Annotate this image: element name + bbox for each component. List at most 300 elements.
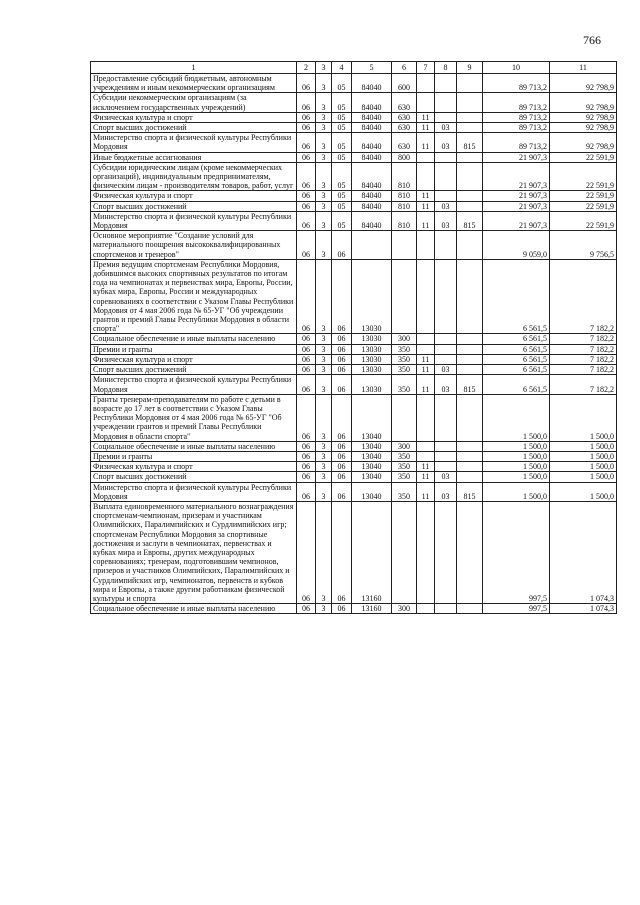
- cell-code: 13040: [352, 441, 392, 451]
- cell-amount: 6 561,5: [483, 365, 550, 375]
- cell-code: 05: [332, 211, 352, 230]
- cell-description: Физическая культура и спорт: [91, 462, 297, 472]
- cell-code: 06: [332, 482, 352, 501]
- cell-code: 3: [316, 482, 332, 501]
- cell-code: 13160: [352, 604, 392, 614]
- cell-code: 630: [392, 123, 417, 133]
- cell-code: [457, 472, 483, 482]
- cell-description: Социальное обеспечение и иные выплаты населению: [91, 334, 297, 344]
- cell-amount: 92 798,9: [550, 123, 617, 133]
- table-row: [91, 344, 617, 354]
- cell-code: 06: [332, 334, 352, 344]
- cell-amount: 1 500,0: [550, 451, 617, 461]
- cell-code: [457, 501, 483, 603]
- cell-code: [417, 344, 435, 354]
- cell-code: [435, 231, 457, 260]
- cell-code: 3: [316, 472, 332, 482]
- cell-code: 815: [457, 211, 483, 230]
- cell-description: Спорт высших достижений: [91, 123, 297, 133]
- cell-amount: 1 500,0: [550, 472, 617, 482]
- cell-code: 13030: [352, 354, 392, 364]
- table-row: [91, 334, 617, 344]
- cell-amount: 89 713,2: [483, 112, 550, 122]
- cell-code: 630: [392, 112, 417, 122]
- cell-code: 3: [316, 191, 332, 201]
- cell-code: 3: [316, 201, 332, 211]
- cell-code: [435, 74, 457, 93]
- cell-code: [417, 334, 435, 344]
- cell-code: 06: [332, 604, 352, 614]
- cell-code: 810: [392, 201, 417, 211]
- cell-amount: 22 591,9: [550, 211, 617, 230]
- cell-description: Выплата единовременного материального вознаграждения спортсменам-чемпионам, призерам и участникам Олимпийских, Паралимпийских и Сурдлимпийских игр; спортсменам Республики Мордовия за спортивные достижения и заслуги в чемпионатах, первенствах и кубках мира и Европы, других международных соревнованиях; тренерам, подготовившим чемпионов, призеров и участников Олимпийских, Паралимпийских и Сурдлимпийских игр, чемпионатов, первенств и кубков мира и Европы, а также другим работникам физической культуры и спорта: [91, 501, 297, 603]
- cell-code: [457, 259, 483, 334]
- cell-code: 13030: [352, 334, 392, 344]
- cell-code: 06: [332, 354, 352, 364]
- cell-description: Премия ведущим спортсменам Республики Мордовия, добившимся высоких спортивных результатов по итогам года на чемпионатах и первенствах мира, Европы, России, кубках мира, Европы, России и международных соревнованиях в соответствии с Указом Главы Республики Мордовия от 4 мая 2006 года № 65-УГ "Об учреждении грантов и премий Главы Республики Мордовия в области спорта": [91, 259, 297, 334]
- cell-code: 05: [332, 162, 352, 191]
- cell-code: 13030: [352, 365, 392, 375]
- cell-code: [457, 451, 483, 461]
- cell-code: [435, 191, 457, 201]
- cell-code: 11: [417, 191, 435, 201]
- cell-amount: 89 713,2: [483, 133, 550, 152]
- cell-amount: 89 713,2: [483, 123, 550, 133]
- cell-code: 06: [332, 259, 352, 334]
- cell-code: [457, 334, 483, 344]
- table-row: [91, 93, 617, 112]
- cell-code: 3: [316, 123, 332, 133]
- cell-description: Спорт высших достижений: [91, 365, 297, 375]
- column-header: 9: [457, 62, 483, 74]
- column-header: 7: [417, 62, 435, 74]
- column-header: 3: [316, 62, 332, 74]
- table-row: [91, 472, 617, 482]
- cell-code: 11: [417, 482, 435, 501]
- cell-amount: 92 798,9: [550, 93, 617, 112]
- cell-description: Премии и гранты: [91, 344, 297, 354]
- cell-code: 06: [297, 162, 316, 191]
- table-row: [91, 482, 617, 501]
- cell-amount: 7 182,2: [550, 375, 617, 394]
- cell-code: [392, 394, 417, 441]
- table-row: [91, 133, 617, 152]
- cell-code: 3: [316, 501, 332, 603]
- column-header: 6: [392, 62, 417, 74]
- cell-code: 11: [417, 211, 435, 230]
- cell-description: Иные бюджетные ассигнования: [91, 152, 297, 162]
- cell-code: 06: [332, 451, 352, 461]
- cell-code: [457, 93, 483, 112]
- cell-description: Министерство спорта и физической культуры Республики Мордовия: [91, 133, 297, 152]
- table-row: [91, 604, 617, 614]
- table-row: [91, 162, 617, 191]
- cell-amount: 6 561,5: [483, 259, 550, 334]
- cell-code: [417, 231, 435, 260]
- cell-code: [417, 259, 435, 334]
- cell-code: 05: [332, 133, 352, 152]
- cell-amount: 1 500,0: [550, 462, 617, 472]
- cell-code: 11: [417, 462, 435, 472]
- cell-amount: 1 500,0: [483, 441, 550, 451]
- cell-code: 06: [297, 201, 316, 211]
- cell-code: 03: [435, 375, 457, 394]
- cell-code: 84040: [352, 152, 392, 162]
- cell-amount: 1 500,0: [483, 472, 550, 482]
- cell-code: 84040: [352, 211, 392, 230]
- cell-code: 06: [297, 354, 316, 364]
- cell-code: 05: [332, 93, 352, 112]
- cell-code: 3: [316, 152, 332, 162]
- cell-code: 06: [297, 344, 316, 354]
- cell-code: [392, 259, 417, 334]
- cell-code: 06: [332, 365, 352, 375]
- cell-code: 05: [332, 201, 352, 211]
- cell-code: [417, 604, 435, 614]
- cell-code: 06: [297, 365, 316, 375]
- budget-table: [90, 61, 617, 614]
- cell-amount: 92 798,9: [550, 112, 617, 122]
- cell-amount: 6 561,5: [483, 334, 550, 344]
- cell-amount: 7 182,2: [550, 354, 617, 364]
- cell-code: 84040: [352, 74, 392, 93]
- table-body: [91, 74, 617, 614]
- cell-code: 3: [316, 334, 332, 344]
- cell-code: 13030: [352, 259, 392, 334]
- cell-code: 810: [392, 162, 417, 191]
- cell-code: 11: [417, 123, 435, 133]
- cell-code: 06: [332, 441, 352, 451]
- cell-description: Основное мероприятие "Создание условий для материального поощрения высококвалифицированных спортсменов и тренеров": [91, 231, 297, 260]
- cell-code: 815: [457, 375, 483, 394]
- cell-code: 3: [316, 365, 332, 375]
- cell-code: 05: [332, 152, 352, 162]
- page-number: 766: [583, 33, 601, 47]
- cell-amount: 7 182,2: [550, 365, 617, 375]
- table-row: [91, 501, 617, 603]
- cell-code: 84040: [352, 93, 392, 112]
- cell-code: 3: [316, 451, 332, 461]
- cell-code: 06: [297, 604, 316, 614]
- cell-amount: 1 500,0: [550, 482, 617, 501]
- cell-code: 300: [392, 334, 417, 344]
- cell-code: [392, 231, 417, 260]
- cell-code: [417, 501, 435, 603]
- cell-code: 13040: [352, 451, 392, 461]
- cell-code: [435, 93, 457, 112]
- cell-code: [435, 441, 457, 451]
- cell-description: Субсидии некоммерческим организациям (за исключением государственных учреждений): [91, 93, 297, 112]
- cell-code: 06: [332, 375, 352, 394]
- cell-code: [435, 112, 457, 122]
- cell-amount: 92 798,9: [550, 74, 617, 93]
- table-row: [91, 231, 617, 260]
- cell-code: [417, 93, 435, 112]
- cell-code: [457, 365, 483, 375]
- cell-amount: 997,5: [483, 501, 550, 603]
- cell-code: [457, 152, 483, 162]
- cell-code: [435, 451, 457, 461]
- cell-code: 630: [392, 133, 417, 152]
- cell-code: 06: [297, 191, 316, 201]
- column-header: 5: [352, 62, 392, 74]
- cell-code: [392, 501, 417, 603]
- column-header: 10: [483, 62, 550, 74]
- cell-code: 3: [316, 162, 332, 191]
- cell-code: 06: [297, 472, 316, 482]
- cell-amount: 997,5: [483, 604, 550, 614]
- cell-code: 06: [332, 462, 352, 472]
- cell-code: [417, 162, 435, 191]
- cell-code: [457, 354, 483, 364]
- cell-description: Социальное обеспечение и иные выплаты населению: [91, 604, 297, 614]
- cell-code: 06: [297, 462, 316, 472]
- cell-code: 05: [332, 112, 352, 122]
- cell-description: Субсидии юридическим лицам (кроме некоммерческих организаций), индивидуальным предпринимателям, физическим лицам - производителям товаров, работ, услуг: [91, 162, 297, 191]
- cell-code: 815: [457, 133, 483, 152]
- cell-amount: 1 074,3: [550, 501, 617, 603]
- column-header: 4: [332, 62, 352, 74]
- cell-code: 3: [316, 259, 332, 334]
- cell-amount: 7 182,2: [550, 334, 617, 344]
- cell-code: 13030: [352, 344, 392, 354]
- column-header: 8: [435, 62, 457, 74]
- cell-code: [457, 112, 483, 122]
- table-row: [91, 441, 617, 451]
- cell-amount: 6 561,5: [483, 344, 550, 354]
- cell-code: [457, 344, 483, 354]
- cell-code: 06: [297, 152, 316, 162]
- cell-code: [417, 394, 435, 441]
- cell-code: 06: [297, 501, 316, 603]
- cell-code: 05: [332, 191, 352, 201]
- cell-code: 06: [297, 211, 316, 230]
- cell-description: Министерство спорта и физической культуры Республики Мордовия: [91, 482, 297, 501]
- cell-code: 05: [332, 123, 352, 133]
- cell-code: 630: [392, 93, 417, 112]
- cell-code: [435, 501, 457, 603]
- cell-code: 3: [316, 394, 332, 441]
- cell-code: 06: [297, 123, 316, 133]
- cell-code: [435, 354, 457, 364]
- cell-code: 84040: [352, 123, 392, 133]
- cell-code: 11: [417, 112, 435, 122]
- cell-amount: 89 713,2: [483, 93, 550, 112]
- table-row: [91, 354, 617, 364]
- cell-code: 3: [316, 375, 332, 394]
- cell-code: 03: [435, 365, 457, 375]
- cell-code: 84040: [352, 162, 392, 191]
- cell-code: [457, 231, 483, 260]
- cell-code: 810: [392, 211, 417, 230]
- cell-code: 3: [316, 462, 332, 472]
- cell-amount: 21 907,3: [483, 162, 550, 191]
- cell-amount: 9 059,0: [483, 231, 550, 260]
- cell-code: [435, 604, 457, 614]
- cell-description: Физическая культура и спорт: [91, 112, 297, 122]
- cell-code: 06: [332, 472, 352, 482]
- cell-code: 3: [316, 133, 332, 152]
- column-header: 1: [91, 62, 297, 74]
- cell-code: [457, 462, 483, 472]
- cell-code: 05: [332, 74, 352, 93]
- cell-code: 06: [332, 501, 352, 603]
- cell-code: 350: [392, 375, 417, 394]
- cell-code: 3: [316, 112, 332, 122]
- cell-code: 810: [392, 191, 417, 201]
- cell-code: 84040: [352, 201, 392, 211]
- cell-code: 06: [297, 112, 316, 122]
- cell-code: [417, 451, 435, 461]
- cell-code: 3: [316, 93, 332, 112]
- cell-code: [435, 259, 457, 334]
- cell-code: 13040: [352, 462, 392, 472]
- cell-code: 84040: [352, 112, 392, 122]
- cell-code: [417, 441, 435, 451]
- cell-code: [457, 191, 483, 201]
- cell-code: 350: [392, 344, 417, 354]
- cell-description: Физическая культура и спорт: [91, 354, 297, 364]
- cell-amount: 6 561,5: [483, 375, 550, 394]
- cell-description: Министерство спорта и физической культуры Республики Мордовия: [91, 211, 297, 230]
- column-header: 2: [297, 62, 316, 74]
- cell-code: 3: [316, 211, 332, 230]
- table-row: [91, 201, 617, 211]
- cell-description: Гранты тренерам-преподавателям по работе с детьми в возрасте до 17 лет в соответствии с Указом Главы Республики Мордовия от 4 мая 2006 года № 65-УГ "Об учреждении грантов и премий Главы Республики Мордовия в области спорта": [91, 394, 297, 441]
- cell-code: 815: [457, 482, 483, 501]
- cell-code: 84040: [352, 191, 392, 201]
- cell-description: Спорт высших достижений: [91, 201, 297, 211]
- cell-code: 300: [392, 441, 417, 451]
- cell-amount: 22 591,9: [550, 162, 617, 191]
- cell-description: Физическая культура и спорт: [91, 191, 297, 201]
- cell-code: 13040: [352, 394, 392, 441]
- cell-amount: 1 074,3: [550, 604, 617, 614]
- cell-amount: 1 500,0: [483, 462, 550, 472]
- cell-code: [435, 344, 457, 354]
- cell-code: 03: [435, 211, 457, 230]
- cell-code: 3: [316, 344, 332, 354]
- cell-code: 06: [297, 259, 316, 334]
- cell-code: [457, 162, 483, 191]
- cell-code: 06: [297, 451, 316, 461]
- cell-amount: 22 591,9: [550, 201, 617, 211]
- cell-code: 06: [297, 133, 316, 152]
- cell-code: 06: [297, 441, 316, 451]
- cell-code: 03: [435, 482, 457, 501]
- cell-code: 11: [417, 375, 435, 394]
- table-row: [91, 152, 617, 162]
- cell-amount: 21 907,3: [483, 201, 550, 211]
- cell-code: 03: [435, 123, 457, 133]
- cell-code: 03: [435, 472, 457, 482]
- cell-code: 350: [392, 354, 417, 364]
- cell-amount: 1 500,0: [550, 441, 617, 451]
- cell-amount: 22 591,9: [550, 152, 617, 162]
- cell-code: 350: [392, 472, 417, 482]
- cell-code: 03: [435, 201, 457, 211]
- cell-code: 06: [332, 394, 352, 441]
- cell-code: 06: [332, 344, 352, 354]
- cell-amount: 6 561,5: [483, 354, 550, 364]
- cell-code: [435, 462, 457, 472]
- cell-amount: 21 907,3: [483, 191, 550, 201]
- table-row: [91, 123, 617, 133]
- cell-code: [435, 162, 457, 191]
- cell-description: Министерство спорта и физической культуры Республики Мордовия: [91, 375, 297, 394]
- cell-code: [457, 394, 483, 441]
- cell-code: 3: [316, 441, 332, 451]
- table-row: [91, 394, 617, 441]
- cell-amount: 22 591,9: [550, 191, 617, 201]
- table-row: [91, 451, 617, 461]
- cell-code: 06: [332, 231, 352, 260]
- cell-code: 06: [297, 482, 316, 501]
- cell-code: 06: [297, 93, 316, 112]
- cell-code: 06: [297, 74, 316, 93]
- table-row: [91, 74, 617, 93]
- cell-amount: 1 500,0: [483, 394, 550, 441]
- table-header-row: [91, 62, 617, 74]
- cell-amount: 9 756,5: [550, 231, 617, 260]
- cell-code: 13160: [352, 501, 392, 603]
- cell-amount: 1 500,0: [483, 482, 550, 501]
- column-header: 11: [550, 62, 617, 74]
- cell-code: 84040: [352, 133, 392, 152]
- cell-code: 13040: [352, 472, 392, 482]
- table-row: [91, 259, 617, 334]
- cell-description: Предоставление субсидий бюджетным, автономным учреждениям и иным некоммерческим организациям: [91, 74, 297, 93]
- cell-code: [352, 231, 392, 260]
- cell-code: [435, 152, 457, 162]
- cell-code: 03: [435, 133, 457, 152]
- table-row: [91, 462, 617, 472]
- cell-code: 3: [316, 354, 332, 364]
- cell-code: [435, 334, 457, 344]
- cell-amount: 7 182,2: [550, 259, 617, 334]
- cell-code: 350: [392, 451, 417, 461]
- cell-code: 800: [392, 152, 417, 162]
- cell-code: 350: [392, 462, 417, 472]
- table-row: [91, 365, 617, 375]
- cell-code: 11: [417, 472, 435, 482]
- cell-code: [457, 604, 483, 614]
- table-row: [91, 375, 617, 394]
- cell-code: 06: [297, 375, 316, 394]
- cell-code: [417, 74, 435, 93]
- cell-code: 11: [417, 365, 435, 375]
- cell-code: 13030: [352, 375, 392, 394]
- cell-code: [457, 441, 483, 451]
- cell-code: [457, 123, 483, 133]
- cell-code: 11: [417, 354, 435, 364]
- cell-code: 600: [392, 74, 417, 93]
- cell-code: 3: [316, 74, 332, 93]
- table-row: [91, 191, 617, 201]
- table-row: [91, 211, 617, 230]
- cell-amount: 1 500,0: [550, 394, 617, 441]
- cell-amount: 1 500,0: [483, 451, 550, 461]
- cell-code: [435, 394, 457, 441]
- cell-code: 06: [297, 334, 316, 344]
- cell-code: 13040: [352, 482, 392, 501]
- cell-amount: 7 182,2: [550, 344, 617, 354]
- cell-code: 06: [297, 231, 316, 260]
- cell-amount: 89 713,2: [483, 74, 550, 93]
- cell-code: 350: [392, 365, 417, 375]
- table-row: [91, 112, 617, 122]
- cell-description: Премии и гранты: [91, 451, 297, 461]
